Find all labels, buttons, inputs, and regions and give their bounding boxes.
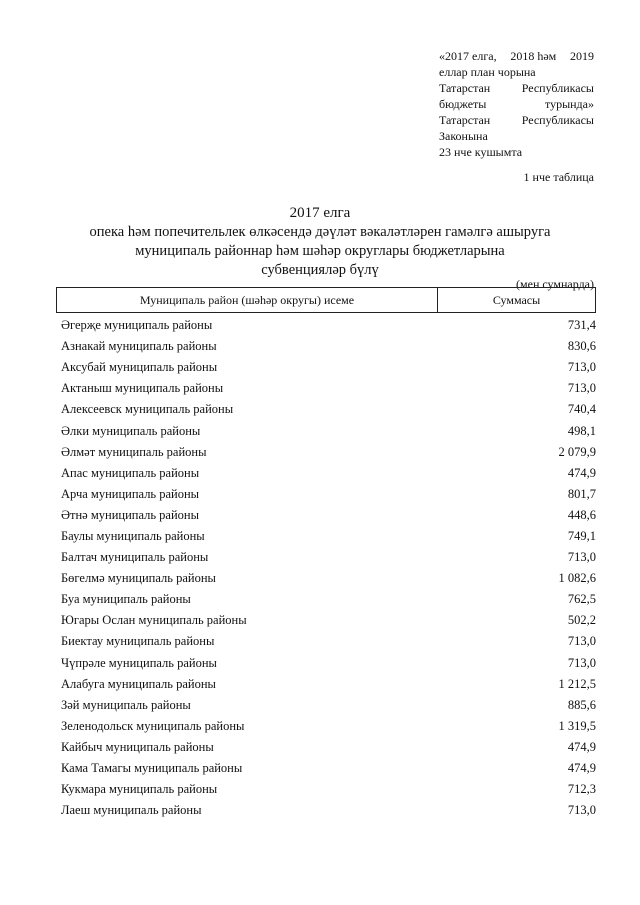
district-name: Кама Тамагы муниципаль районы (61, 761, 243, 776)
district-name: Алексеевск муниципаль районы (61, 402, 234, 417)
document-title (0, 204, 640, 280)
district-amount: 2 079,9 (558, 444, 596, 459)
district-name: Азнакай муниципаль районы (61, 339, 217, 354)
district-amount: 885,6 (567, 697, 596, 712)
district-name: Әгерҗе муниципаль районы (61, 318, 213, 333)
district-name: Буа муниципаль районы (61, 592, 191, 607)
district-name: Алабуга муниципаль районы (61, 676, 216, 691)
unit-label: (мен сумнарда) (516, 277, 594, 291)
district-amount: 713,0 (567, 803, 596, 818)
district-amount: 713,0 (567, 550, 596, 565)
note-line: еллар план чорына (439, 65, 536, 79)
title-line: муниципаль районнар һәм шәһәр округлары бюджетларына (135, 243, 505, 259)
district-name: Лаеш муниципаль районы (61, 803, 202, 818)
note-line: 23 нче кушымта (439, 145, 523, 159)
district-name: Бөгелмә муниципаль районы (61, 571, 216, 586)
table-row (61, 758, 596, 779)
district-amount: 712,3 (567, 782, 596, 797)
district-name: Әлки муниципаль районы (61, 423, 201, 438)
district-name: Балтач муниципаль районы (61, 550, 209, 565)
district-amount: 502,2 (567, 613, 596, 628)
table-row (61, 315, 596, 336)
table-row (61, 505, 596, 526)
note-line: бюджеты турында» (439, 97, 594, 111)
district-name: Арча муниципаль районы (61, 486, 200, 501)
table-row (61, 336, 596, 357)
district-name: Кукмара муниципаль районы (61, 782, 218, 797)
table-row (61, 653, 596, 674)
title-line: субвенцияләр бүлү (261, 262, 379, 278)
district-amount: 713,0 (567, 634, 596, 649)
table-row (61, 737, 596, 758)
table-number: 1 нче таблица (523, 170, 594, 184)
table-row (61, 399, 596, 420)
table-row (61, 674, 596, 695)
district-name: Биектау муниципаль районы (61, 634, 215, 649)
column-header-name: Муниципаль район (шәһәр округы) исеме (57, 288, 438, 312)
table-row (61, 526, 596, 547)
district-amount: 749,1 (567, 528, 596, 543)
appendix-note (439, 48, 594, 160)
column-header-amount: Суммасы (492, 292, 541, 307)
table-row (61, 631, 596, 652)
district-amount: 1 082,6 (558, 571, 596, 586)
table-row (61, 463, 596, 484)
district-amount: 448,6 (567, 507, 596, 522)
district-amount: 801,7 (567, 486, 596, 501)
district-amount: 713,0 (567, 655, 596, 670)
district-name: Зәй муниципаль районы (61, 697, 191, 712)
district-amount: 830,6 (567, 339, 596, 354)
table-row (61, 378, 596, 399)
district-name: Зеленодольск муниципаль районы (61, 718, 245, 733)
table-row (61, 442, 596, 463)
note-line: Законына (439, 129, 488, 143)
note-line: Татарстан Республикасы (439, 81, 594, 95)
district-name: Апас муниципаль районы (61, 465, 200, 480)
table-row (61, 695, 596, 716)
district-name: Әтнә муниципаль районы (61, 507, 200, 522)
district-amount: 762,5 (567, 592, 596, 607)
note-line: Татарстан Республикасы (439, 113, 594, 127)
table-row (61, 357, 596, 378)
table-row (61, 547, 596, 568)
table-row (61, 779, 596, 800)
table-body (61, 315, 596, 821)
district-name: Чүпрәле муниципаль районы (61, 655, 217, 670)
district-name: Югары Ослан муниципаль районы (61, 613, 247, 628)
district-name: Баулы муниципаль районы (61, 528, 205, 543)
table-row (61, 800, 596, 821)
district-amount: 474,9 (567, 761, 596, 776)
district-amount: 498,1 (567, 423, 596, 438)
district-amount: 474,9 (567, 465, 596, 480)
district-amount: 740,4 (567, 402, 596, 417)
district-amount: 1 212,5 (558, 676, 596, 691)
district-amount: 1 319,5 (558, 718, 596, 733)
table-row (61, 716, 596, 737)
district-amount: 713,0 (567, 381, 596, 396)
district-name: Әлмәт муниципаль районы (61, 444, 207, 459)
table-row (61, 610, 596, 631)
table-row (61, 568, 596, 589)
title-year: 2017 елга (289, 205, 351, 221)
table-row (61, 420, 596, 441)
district-amount: 474,9 (567, 739, 596, 754)
note-line: «2017 елга, 2018 һәм 2019 (439, 49, 594, 63)
district-name: Актаныш муниципаль районы (61, 381, 224, 396)
district-name: Аксубай муниципаль районы (61, 360, 218, 375)
table-row (61, 589, 596, 610)
table-header (56, 287, 596, 313)
district-amount: 731,4 (567, 318, 596, 333)
title-line: опека һәм попечительлек өлкәсендә дәүләт вәкаләтләрен гамәлгә ашыруга (89, 224, 551, 240)
district-amount: 713,0 (567, 360, 596, 375)
district-name: Кайбыч муниципаль районы (61, 739, 214, 754)
table-row (61, 484, 596, 505)
